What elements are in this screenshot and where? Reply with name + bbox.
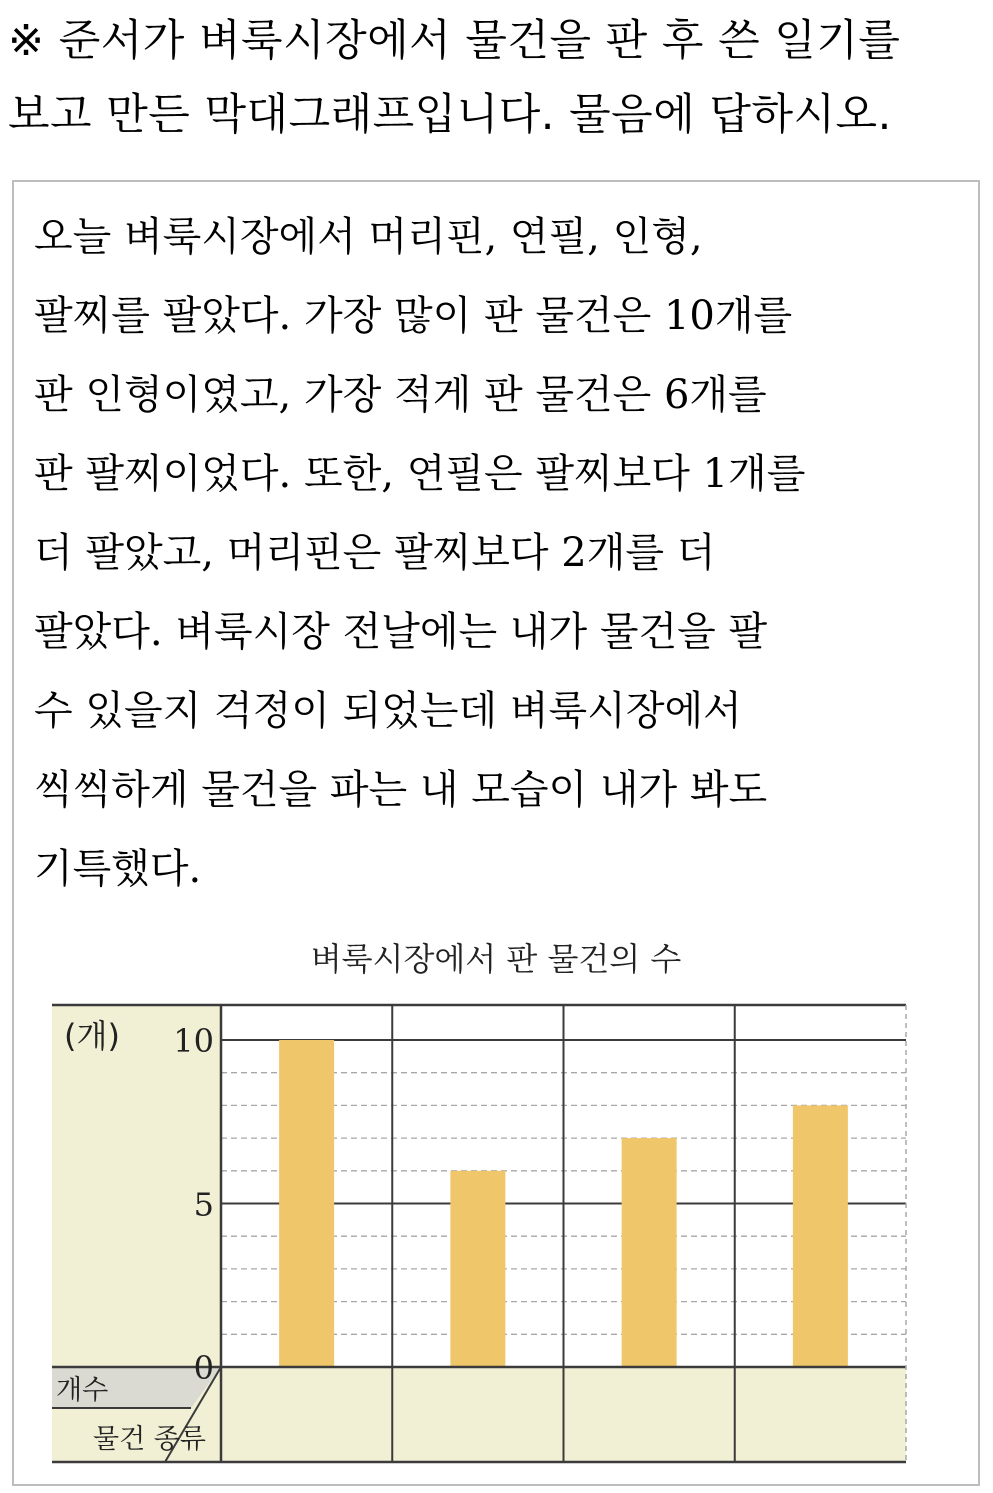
- instruction-line-1: ※ 준서가 벼룩시장에서 물건을 판 후 쓴 일기를: [8, 16, 901, 66]
- diary-line: 더 팔았고, 머리핀은 팔찌보다 2개를 더: [34, 530, 716, 576]
- y-tick-label: 5: [193, 1185, 214, 1224]
- diary-line: 수 있을지 걱정이 되었는데 벼룩시장에서: [34, 688, 742, 734]
- diary-line: 오늘 벼룩시장에서 머리핀, 연필, 인형,: [34, 214, 703, 260]
- diary-line: 팔았다. 벼룩시장 전날에는 내가 물건을 팔: [34, 609, 768, 655]
- bar: [622, 1138, 677, 1367]
- instruction-line-2: 보고 만든 막대그래프입니다. 물음에 답하시오.: [8, 90, 892, 140]
- y-tick-label: 10: [173, 1022, 214, 1060]
- y-unit-label: (개): [64, 1017, 120, 1055]
- diary-line: 씩씩하게 물건을 파는 내 모습이 내가 봐도: [34, 767, 768, 813]
- diary-line: 판 인형이였고, 가장 적게 판 물건은 6개를: [34, 372, 767, 418]
- diary-line: 팔찌를 팔았다. 가장 많이 판 물건은 10개를: [34, 293, 793, 339]
- diary-line: 판 팔찌이었다. 또한, 연필은 팔찌보다 1개를: [34, 451, 806, 497]
- bar: [793, 1105, 848, 1367]
- corner-label-bottom: 물건 종류: [93, 1424, 206, 1455]
- corner-label-top: 개수: [56, 1375, 109, 1406]
- diary-line: 기특했다.: [34, 846, 202, 892]
- bar: [279, 1040, 334, 1367]
- y-tick-label: 0: [193, 1349, 214, 1387]
- bar: [450, 1171, 505, 1367]
- chart-title: 벼룩시장에서 판 물건의 수: [310, 940, 682, 978]
